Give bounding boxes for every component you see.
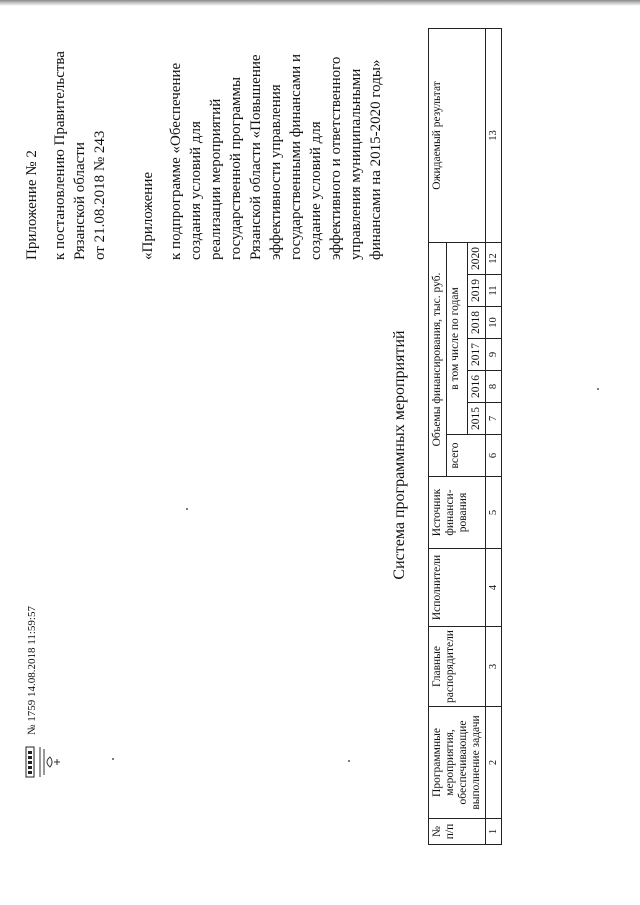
subprogram-line: эффективного и ответственного (328, 56, 344, 260)
document-title: Система программных мероприятий (391, 330, 408, 580)
header-source: Источник финанси-рования (429, 477, 486, 549)
header-total: всего (447, 435, 486, 477)
column-number: 11 (486, 275, 502, 307)
column-number: 6 (486, 435, 502, 477)
appendix-decree-line: к постановлению Правительства (52, 51, 68, 260)
column-number: 5 (486, 477, 502, 549)
registration-stamp-icon (12, 741, 64, 783)
header-year: 2020 (468, 242, 486, 274)
appendix-region-line: Рязанской области (72, 142, 88, 260)
scan-speck (597, 388, 599, 390)
subprogram-line: создание условий для (308, 121, 324, 260)
column-number: 8 (486, 371, 502, 403)
appendix-date-line: от 21.08.2018 № 243 (92, 130, 108, 260)
measures-table (428, 28, 502, 845)
column-number: 10 (486, 307, 502, 339)
column-number-row (486, 28, 502, 844)
header-volume: Объемы финансирования, тыс. руб. (429, 242, 447, 476)
header-managers: Главные распорядители (429, 627, 486, 707)
column-number: 1 (486, 819, 502, 845)
subprogram-line: государственной программы (228, 76, 244, 260)
scan-speck (348, 760, 350, 762)
subprogram-line: реализации мероприятий (208, 98, 224, 260)
subprogram-line: создания условий для (188, 121, 204, 260)
column-number: 13 (486, 28, 502, 242)
header-year: 2015 (468, 403, 486, 435)
subprogram-line: государственными финансами и (288, 54, 304, 260)
subprogram-line: финансами на 2015-2020 годы» (368, 59, 384, 260)
scan-speck (186, 508, 188, 510)
appendix-number: Приложение № 2 (24, 150, 40, 260)
header-year: 2017 (468, 339, 486, 371)
header-by-years: в том числе по годам (447, 242, 468, 434)
header-num: № п/п (429, 819, 486, 845)
subprogram-line: Рязанской области «Повышение (248, 54, 264, 260)
header-executors: Исполнители (429, 549, 486, 627)
column-number: 9 (486, 339, 502, 371)
appendix-quote-head: «Приложение (140, 171, 156, 260)
registration-number: № 1759 14.08.2018 11:59:57 (26, 606, 38, 735)
column-number: 2 (486, 707, 502, 819)
column-number: 7 (486, 403, 502, 435)
appendix-header (22, 20, 386, 260)
subprogram-line: эффективности управления (268, 84, 284, 260)
subprogram-line: управления муниципальными (348, 68, 364, 260)
column-number: 4 (486, 549, 502, 627)
header-year: 2019 (468, 275, 486, 307)
subprogram-line: к подпрограмме «Обеспечение (168, 62, 184, 260)
header-measures: Программные мероприятия, обеспечивающие выполнение задачи (429, 707, 486, 819)
scan-speck (112, 758, 114, 760)
header-year: 2018 (468, 307, 486, 339)
header-year: 2016 (468, 371, 486, 403)
header-result: Ожидаемый результат (429, 28, 486, 242)
column-number: 3 (486, 627, 502, 707)
column-number: 12 (486, 242, 502, 274)
